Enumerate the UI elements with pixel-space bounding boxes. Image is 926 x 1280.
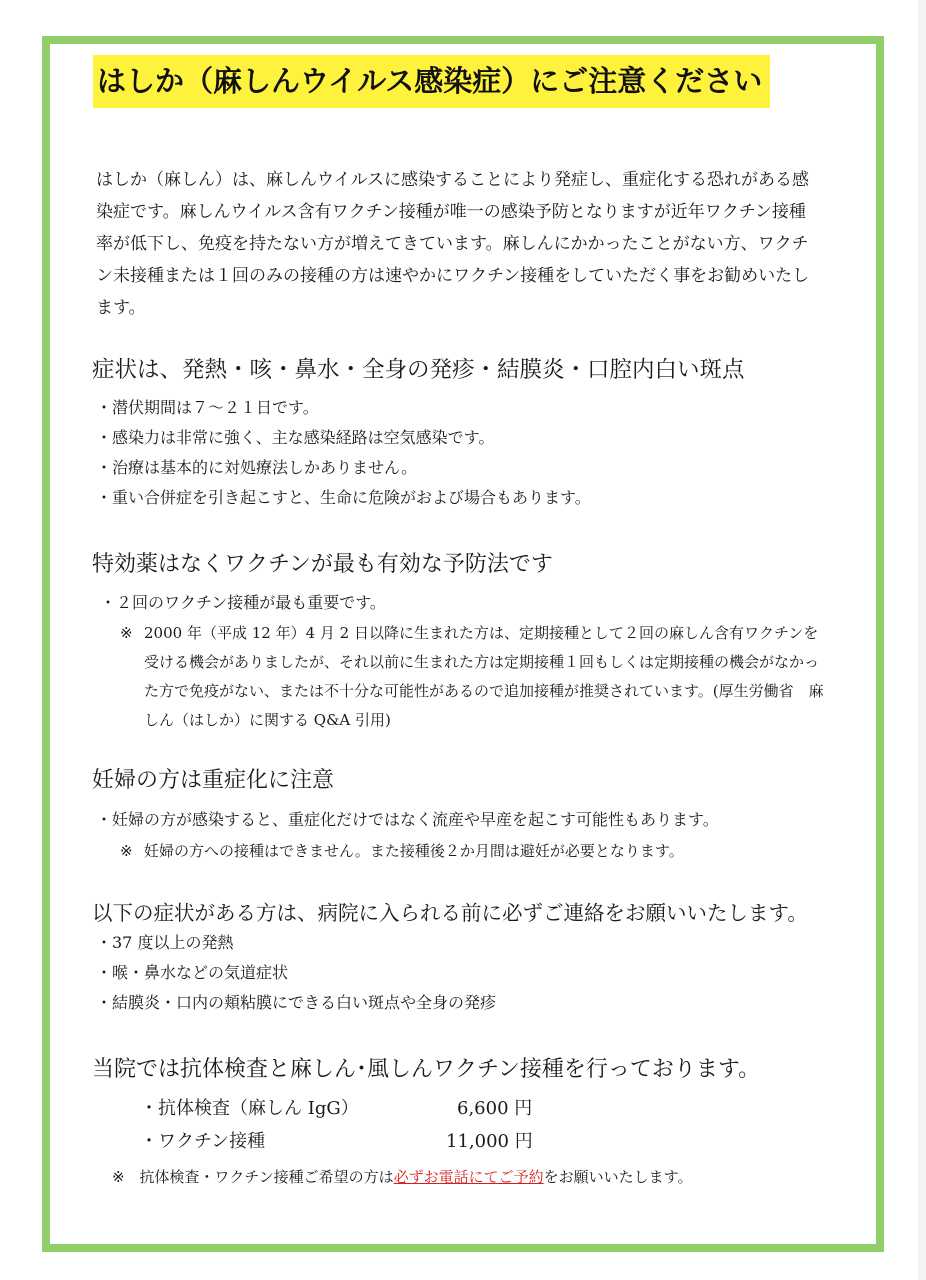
pregnancy-note (120, 837, 832, 866)
price-label: ・抗体検査（麻しん IgG） (140, 1098, 359, 1119)
intro-paragraph: はしか（麻しん）は、麻しんウイルスに感染することにより発症し、重症化する恐れがある感染症です。麻しんウイルス含有ワクチン接種が唯一の感染予防となりますが近年ワクチン接種率が低下し、免疫を持たない方が増えてきています。麻しんにかかったことがない方、ワクチン未接種または１回のみの接種の方は速やかにワクチン接種をしていただく事をお勧めいたします。 (96, 170, 810, 318)
vaccine-list (100, 588, 386, 618)
page-edge (918, 0, 926, 1280)
pregnancy-list (96, 805, 719, 835)
reservation-note-text: 抗体検査・ワクチン接種ご希望の方は (139, 1168, 394, 1186)
list-item: ・重い合併症を引き起こすと、生命に危険がおよび場合もあります。 (96, 488, 591, 507)
list-item: ・感染力は非常に強く、主な感染経路は空気感染です。 (96, 428, 495, 447)
list-item: ・治療は基本的に対処療法しかありません。 (96, 458, 417, 477)
list-item: ・２回のワクチン接種が最も重要です。 (100, 593, 386, 612)
list-item: ・結膜炎・口内の頬粘膜にできる白い斑点や全身の発疹 (96, 993, 497, 1012)
list-item: ・37 度以上の発熱 (96, 933, 234, 952)
note-mark: ※ (120, 624, 133, 642)
pregnancy-note-text: 妊婦の方への接種はできません。また接種後２か月間は避妊が必要となります。 (144, 842, 684, 860)
list-item: ・潜伏期間は７〜２１日です。 (96, 398, 319, 417)
symptoms-list (96, 393, 591, 513)
symptoms-heading: 症状は、発熱・咳・鼻水・全身の発疹・結膜炎・口腔内白い斑点 (92, 357, 745, 383)
vaccine-heading: 特効薬はなくワクチンが最も有効な予防法です (92, 552, 553, 577)
vaccine-note-text: 2000 年（平成 12 年）4 月 2 日以降に生まれた方は、定期接種として２回の麻しん含有ワクチンを受ける機会がありましたが、それ以前に生まれた方は定期接種１回もしくは定期接種の機会がなかった方で免疫がない、または不十分な可能性があるので追加接種が推奨されています。(厚生労働省 麻しん（はしか）に関する Q&A 引用) (144, 624, 824, 729)
pregnancy-heading: 妊婦の方は重症化に注意 (92, 768, 335, 793)
vaccine-note (120, 619, 832, 735)
price-label: ・ワクチン接種 (140, 1131, 266, 1152)
list-item: ・喉・鼻水などの気道症状 (96, 963, 289, 982)
contact-heading: 以下の症状がある方は、病院に入られる前に必ずご連絡をお願いいたします。 (92, 901, 808, 925)
page-title: はしか（麻しんウイルス感染症）にご注意ください (93, 55, 770, 108)
note-mark: ※ (112, 1168, 125, 1186)
price-value: 6,600 円 (457, 1098, 533, 1119)
price-value: 11,000 円 (446, 1131, 533, 1152)
list-item: ・妊婦の方が感染すると、重症化だけではなく流産や早産を起こす可能性もあります。 (96, 810, 719, 829)
contact-list (96, 928, 496, 1018)
reservation-note-end: をお願いいたします。 (543, 1168, 693, 1186)
note-mark: ※ (120, 842, 133, 860)
reservation-emphasis: 必ずお電話にてご予約 (393, 1168, 544, 1186)
reservation-note (112, 1163, 692, 1191)
clinic-heading: 当院では抗体検査と麻しん･風しんワクチン接種を行っております。 (92, 1057, 761, 1082)
